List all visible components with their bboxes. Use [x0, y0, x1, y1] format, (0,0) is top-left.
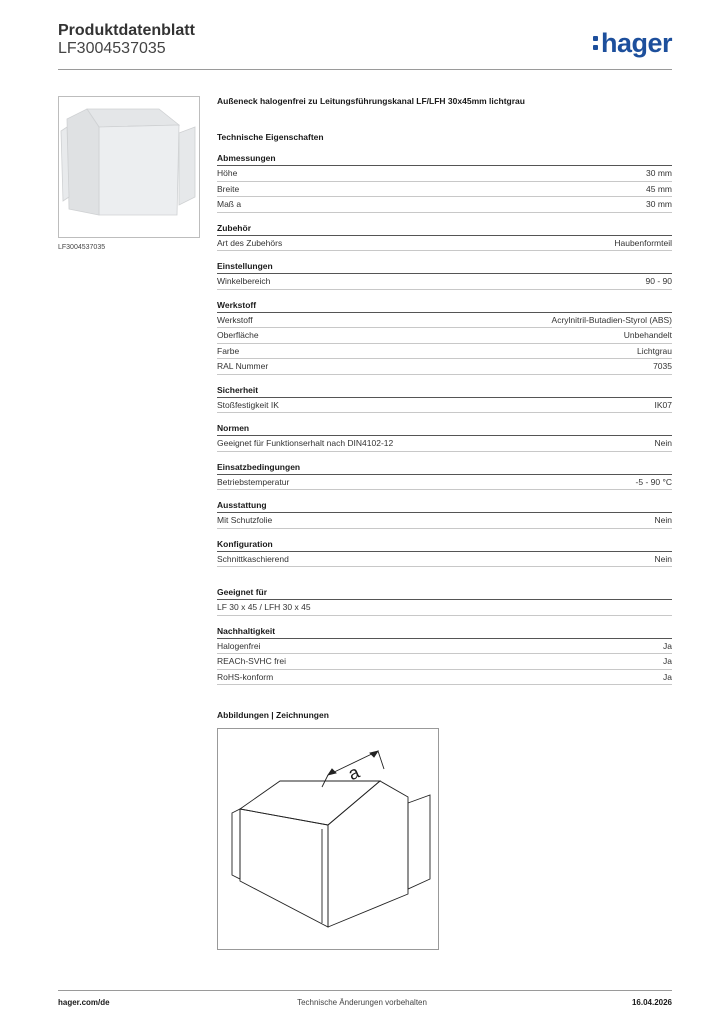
footer-divider: [58, 990, 672, 991]
spec-label: Halogenfrei: [217, 640, 261, 651]
product-title: Außeneck halogenfrei zu Leitungsführungskanal LF/LFH 30x45mm lichtgrau: [217, 96, 525, 106]
spec-row: [217, 398, 672, 414]
spec-value: Haubenformteil: [614, 237, 672, 248]
section-dimensions: [217, 152, 672, 213]
spec-value: -5 - 90 °C: [635, 476, 672, 487]
spec-row: [217, 654, 672, 670]
spec-value: 90 - 90: [645, 276, 672, 286]
spec-row: [217, 639, 672, 655]
section-material: [217, 299, 672, 375]
spec-row: [217, 600, 672, 616]
spec-label: REACh-SVHC frei: [217, 656, 286, 666]
corner-piece-drawing-icon: [218, 729, 438, 949]
spec-value: Nein: [654, 438, 672, 448]
footer-website: hager.com/de: [58, 998, 110, 1007]
section-title: Geeignet für: [217, 586, 672, 600]
spec-row: [217, 274, 672, 290]
section-title: Werkstoff: [217, 299, 672, 313]
spec-label: Farbe: [217, 345, 240, 356]
section-configuration: [217, 538, 672, 568]
spec-row: [217, 182, 672, 198]
section-equipment: [217, 499, 672, 529]
spec-label: Werkstoff: [217, 314, 253, 325]
footer-date: 16.04.2026: [631, 998, 672, 1007]
spec-value: 7035: [653, 361, 672, 371]
spec-row: [217, 359, 672, 375]
section-accessory: [217, 222, 672, 252]
section-title: Sicherheit: [217, 384, 672, 398]
logo-text: hager: [600, 28, 672, 58]
section-title: Abmessungen: [217, 152, 672, 166]
spec-label: RoHS-konform: [217, 671, 274, 682]
section-suitable-for: [217, 586, 672, 616]
technical-properties-heading: Technische Eigenschaften: [217, 132, 324, 142]
spec-label: Höhe: [217, 168, 238, 178]
spec-row: [217, 552, 672, 568]
page-title: Produktdatenblatt: [58, 22, 195, 39]
spec-value: 30 mm: [646, 168, 672, 178]
spec-label: Schnittkaschierend: [217, 553, 289, 564]
spec-label: Stoßfestigkeit IK: [217, 399, 279, 410]
spec-row: [217, 344, 672, 360]
spec-label: Betriebstemperatur: [217, 476, 290, 487]
spec-row: [217, 436, 672, 452]
hager-logo: [593, 28, 672, 59]
spec-value: 30 mm: [646, 199, 672, 209]
section-sustainability: [217, 625, 672, 686]
spec-column: [217, 96, 672, 694]
spec-value: Acrylnitril-Butadien-Styrol (ABS): [551, 314, 672, 325]
spec-row: [217, 328, 672, 344]
spec-value: Ja: [663, 640, 672, 651]
section-standards: [217, 422, 672, 452]
spec-value: IK07: [654, 399, 672, 410]
spec-row: [217, 513, 672, 529]
spec-row: [217, 670, 672, 686]
section-settings: [217, 260, 672, 290]
spec-row: [217, 313, 672, 329]
spec-value: Nein: [654, 553, 672, 564]
product-code: LF3004537035: [58, 40, 166, 57]
section-title: Ausstattung: [217, 499, 672, 513]
spec-value: Ja: [663, 671, 672, 682]
thumbnail-caption: LF3004537035: [58, 244, 106, 251]
spec-label: RAL Nummer: [217, 361, 269, 371]
product-thumbnail: [58, 96, 200, 238]
spec-value: 45 mm: [646, 183, 672, 194]
section-title: Einsatzbedingungen: [217, 461, 672, 475]
section-title: Zubehör: [217, 222, 672, 236]
section-operating-conditions: [217, 461, 672, 491]
spec-label: Maß a: [217, 199, 242, 209]
spec-label: Mit Schutzfolie: [217, 515, 273, 525]
section-title: Einstellungen: [217, 260, 672, 274]
spec-value: Ja: [663, 656, 672, 666]
section-safety: [217, 384, 672, 414]
header-divider: [58, 69, 672, 70]
spec-row: [217, 475, 672, 491]
spec-row: [217, 236, 672, 252]
technical-drawing: [217, 728, 439, 950]
dimension-a-label: a: [345, 761, 363, 785]
logo-dots-icon: [593, 28, 599, 56]
footer-disclaimer: Technische Änderungen vorbehalten: [297, 998, 427, 1007]
figures-heading: Abbildungen | Zeichnungen: [217, 710, 329, 720]
section-title: Nachhaltigkeit: [217, 625, 672, 639]
spec-label: Oberfläche: [217, 330, 259, 340]
section-title: Konfiguration: [217, 538, 672, 552]
spec-value: LF 30 x 45 / LFH 30 x 45: [217, 602, 311, 612]
spec-label: Art des Zubehörs: [217, 237, 283, 248]
corner-piece-thumbnail-icon: [59, 97, 199, 237]
spec-label: Winkelbereich: [217, 276, 271, 286]
spec-label: Geeignet für Funktionserhalt nach DIN4102-12: [217, 438, 394, 448]
spec-label: Breite: [217, 183, 240, 194]
spec-row: [217, 197, 672, 213]
spec-value: Nein: [654, 515, 672, 525]
spec-value: Unbehandelt: [623, 330, 672, 340]
section-title: Normen: [217, 422, 672, 436]
spec-row: [217, 166, 672, 182]
spec-value: Lichtgrau: [637, 345, 672, 356]
